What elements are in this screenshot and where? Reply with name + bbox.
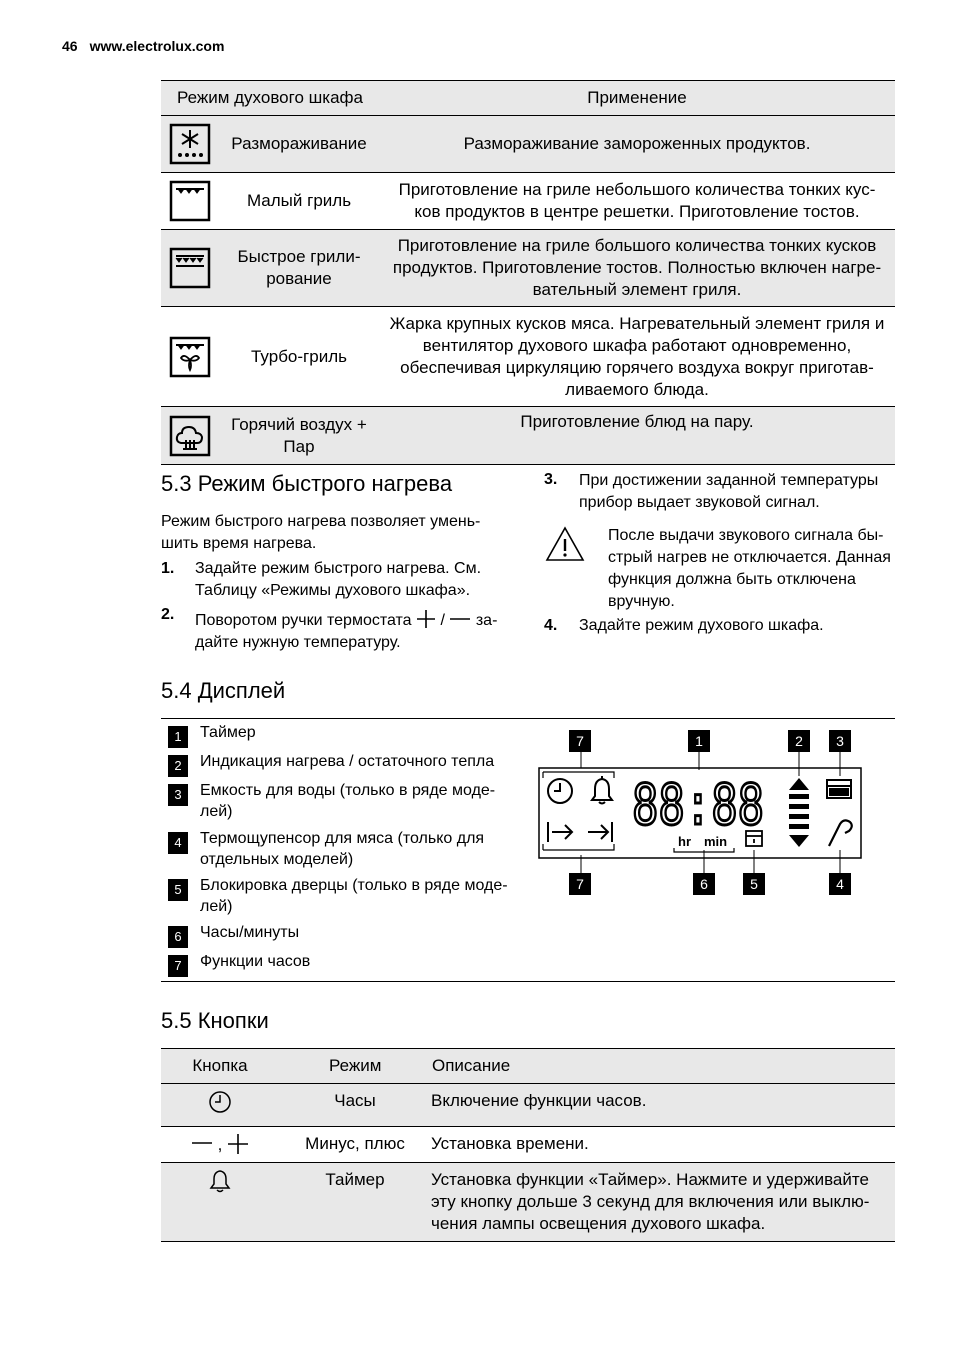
separator: / (440, 612, 445, 629)
warning-text: После выдачи звукового сигнала бы-стрый нагрев не отключается. Данная функция должна быть отключена вручную. (608, 527, 891, 610)
section-5-4-title (161, 678, 285, 704)
start-time-icon (548, 822, 572, 842)
table-row (161, 1084, 895, 1127)
legend-number: 6 (168, 926, 188, 948)
col-mode-header: Режим (279, 1049, 431, 1084)
col-mode-header: Режим духового шкафа (161, 81, 379, 116)
legend-number: 2 (168, 755, 188, 777)
legend-number: 7 (168, 955, 188, 977)
section-title: Режим быстрого нагрева (197, 471, 453, 496)
steam-icon (169, 415, 211, 457)
callout-label: 7 (576, 733, 584, 749)
col-desc-header: Описание (431, 1049, 895, 1084)
plus-icon (416, 609, 436, 629)
section-number: 5.4 (161, 678, 192, 703)
mode-desc: Размораживание замороженных продуктов. (379, 116, 895, 173)
fast-grill-icon (169, 247, 211, 289)
step-number: 1. (161, 560, 175, 577)
section-number: 5.5 (161, 1008, 192, 1033)
table-row (161, 173, 895, 230)
step-number: 3. (544, 471, 558, 488)
mode-desc: Жарка крупных кусков мяса. Нагревательный элемент гриля и вентилятор духового шкафа работают одновременно, обеспечивая циркуляцию горячего воздуха вокруг приготав-ливаемого блюда. (379, 307, 895, 407)
legend-number: 1 (168, 726, 188, 748)
page-number: 46 (62, 38, 78, 54)
callout-label: 3 (836, 733, 844, 749)
mode-desc: Приготовление на гриле небольшого количества тонких кус-ков продуктов в центре решетки. Приготовление тостов. (379, 173, 895, 230)
table-row (161, 307, 895, 407)
legend-number: 4 (168, 832, 188, 854)
col-use-header: Применение (379, 81, 895, 116)
warning-icon (545, 526, 585, 562)
step-text (195, 609, 515, 654)
divider (161, 981, 895, 982)
section-5-5-title (161, 1008, 269, 1034)
water-tank-icon (827, 780, 851, 798)
legend-number: 5 (168, 879, 188, 901)
step-text: Задайте режим быстрого нагрева. См. Таблицу «Режимы духового шкафа». (195, 560, 482, 599)
table-row (161, 1127, 895, 1163)
minus-icon (191, 1133, 213, 1153)
table-row (161, 407, 895, 465)
mode-name: Быстрое грили-рование (219, 230, 379, 307)
legend-text: Термощупенсор для мяса (только для отдельных моделей) (200, 830, 485, 868)
divider (161, 718, 895, 719)
clock-icon (208, 1090, 232, 1114)
button-desc: Установка времени. (431, 1127, 895, 1163)
legend-text: Блокировка дверцы (только в ряде моде-лей) (200, 877, 508, 915)
section-5-3-title (161, 471, 452, 497)
min-label: min (704, 834, 728, 849)
buttons-table (161, 1048, 895, 1242)
defrost-icon (169, 123, 211, 165)
heat-indicator-icon (789, 778, 809, 847)
mode-name: Размораживание (219, 116, 379, 173)
turbo-grill-icon (169, 336, 211, 378)
page-header (62, 38, 224, 54)
callout-label: 4 (836, 876, 844, 892)
callout-label: 7 (576, 876, 584, 892)
legend-text: Функции часов (200, 953, 311, 970)
section-title: Кнопки (197, 1008, 269, 1033)
comma: , (217, 1135, 223, 1154)
callout-label: 1 (695, 733, 703, 749)
legend-text: Таймер (200, 724, 256, 741)
mode-name: Малый гриль (219, 173, 379, 230)
minus-plus-icon (161, 1127, 279, 1163)
step-number: 2. (161, 606, 175, 623)
callout-label: 2 (795, 733, 803, 749)
table-row (161, 230, 895, 307)
display-digits: 88:88 (632, 773, 764, 838)
button-mode: Таймер (279, 1163, 431, 1242)
button-mode: Минус, плюс (279, 1127, 431, 1163)
meat-probe-icon (829, 820, 852, 846)
mode-desc: Приготовление на гриле большого количества тонких кусков продуктов. Приготовление тостов. Полностью включен нагре-вательный элемент гриля. (379, 230, 895, 307)
timer-clock-icon (548, 779, 572, 803)
mode-name: Горячий воздух + Пар (219, 407, 379, 465)
intro-paragraph: Режим быстрого нагрева позволяет умень-шить время нагрева. (161, 513, 481, 552)
plus-icon (227, 1133, 249, 1155)
section-title: Дисплей (197, 678, 286, 703)
website-link[interactable]: www.electrolux.com (89, 38, 225, 54)
small-grill-icon (169, 180, 211, 222)
hr-label: hr (678, 834, 691, 849)
legend-text: Индикация нагрева / остаточного тепла (200, 753, 495, 770)
step-text: При достижении заданной температуры прибор выдает звуковой сигнал. (579, 472, 879, 511)
step-text-a: Поворотом ручки термостата (195, 612, 412, 629)
step-number: 4. (544, 617, 558, 634)
col-button-header: Кнопка (161, 1049, 279, 1084)
bell-icon (208, 1169, 232, 1195)
legend-number: 3 (168, 784, 188, 806)
callout-label: 5 (750, 876, 758, 892)
oven-modes-table (161, 80, 895, 465)
table-row (161, 116, 895, 173)
legend-text: Часы/минуты (200, 924, 300, 941)
button-desc: Включение функции часов. (431, 1084, 895, 1127)
display-diagram (536, 728, 866, 896)
minus-icon (449, 609, 471, 629)
mode-desc: Приготовление блюд на пару. (379, 407, 895, 465)
section-number: 5.3 (161, 471, 192, 496)
table-row (161, 1163, 895, 1242)
bell-icon (592, 776, 612, 804)
legend-text: Емкость для воды (только в ряде моде-лей) (200, 782, 496, 820)
mode-name: Турбо-гриль (219, 307, 379, 407)
step-text-b: за-дайте нужную температуру. (195, 612, 498, 651)
step-text: Задайте режим духового шкафа. (579, 617, 824, 634)
button-mode: Часы (279, 1084, 431, 1127)
end-time-icon (588, 822, 612, 842)
button-desc: Установка функции «Таймер». Нажмите и удерживайте эту кнопку дольше 3 секунд для включения или выклю-чения лампы освещения духового шкафа. (431, 1163, 895, 1242)
callout-label: 6 (700, 876, 708, 892)
